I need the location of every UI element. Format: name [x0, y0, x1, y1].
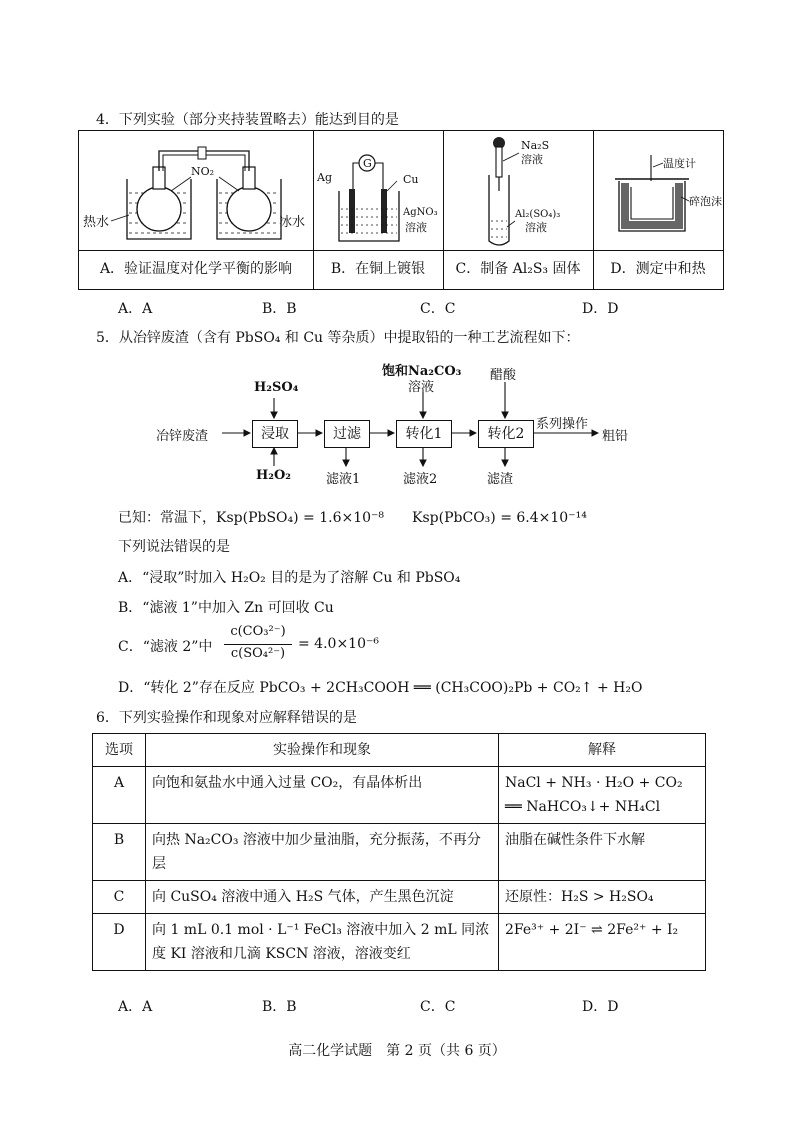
gas-label: NO₂	[191, 165, 215, 178]
flow-acid-label: 醋酸	[490, 368, 517, 383]
flow-na2co3-label: 饱和Na₂CO₃	[382, 364, 462, 379]
q5-option-b[interactable]: B．“滤液 1”中加入 Zn 可回收 Cu	[118, 600, 334, 616]
q6-row-d-operation: 向 1 mL 0.1 mol · L⁻¹ FeCl₃ 溶液中加入 2 mL 同浓度 KI 溶液和几滴 KSCN 溶液，溶液变红	[146, 914, 499, 971]
q5-option-c-denominator: c(SO₄²⁻)	[230, 646, 286, 661]
apparatus-c-diagram	[443, 131, 593, 250]
svg-text:Cu: Cu	[403, 173, 419, 186]
q4-caption-b: B．在铜上镀银	[330, 261, 426, 277]
q6-option-a[interactable]: A．A	[118, 999, 153, 1015]
svg-text:Na₂S: Na₂S	[521, 139, 550, 152]
flow-box-convert2: 转化2	[478, 420, 534, 448]
table-row	[93, 824, 706, 881]
svg-text:AgNO₃: AgNO₃	[403, 207, 438, 218]
q6-row-a-option: A	[93, 767, 146, 824]
q6-row-b-operation: 向热 Na₂CO₃ 溶液中加少量油脂，充分振荡，不再分层	[146, 824, 499, 881]
flow-na2co3-sol-label: 溶液	[408, 380, 435, 395]
flow-output: 粗铅	[602, 429, 629, 444]
q6-row-c-explanation: 还原性：H₂S > H₂SO₄	[499, 881, 706, 914]
flow-residue: 滤渣	[487, 472, 514, 487]
q6-stem: 6．下列实验操作和现象对应解释错误的是	[96, 710, 357, 726]
svg-text:Ag: Ag	[317, 171, 332, 184]
q5-known: 已知：常温下，Ksp(PbSO₄) = 1.6×10⁻⁸ Ksp(PbCO₃) = 6.4×10⁻¹⁴	[118, 510, 587, 526]
flow-filtrate1: 滤液1	[326, 472, 361, 487]
table-row	[93, 767, 706, 824]
apparatus-b-diagram	[313, 131, 443, 250]
q5-ask: 下列说法错误的是	[118, 539, 230, 555]
svg-text:溶液: 溶液	[525, 221, 547, 234]
q5-flowchart	[150, 358, 650, 490]
q4-caption-a: A．验证温度对化学平衡的影响	[99, 261, 293, 277]
svg-text:冰水: 冰水	[279, 215, 306, 230]
q6-header-operation: 实验操作和现象	[146, 734, 499, 767]
q5-stem: 5．从冶锌废渣（含有 PbSO₄ 和 Cu 等杂质）中提取铅的一种工艺流程如下：	[96, 330, 580, 346]
q6-row-a-operation: 向饱和氨盐水中通入过量 CO₂，有晶体析出	[146, 767, 499, 824]
q6-table	[92, 733, 706, 971]
q4-option-a[interactable]: A．A	[118, 301, 153, 317]
svg-text:碎泡沫: 碎泡沫	[689, 195, 722, 208]
flow-h2o2-label: H₂O₂	[256, 468, 291, 483]
svg-text:Al₂(SO₄)₃: Al₂(SO₄)₃	[515, 209, 561, 220]
svg-text:热水: 热水	[83, 215, 110, 230]
flow-h2so4-label: H₂SO₄	[254, 380, 299, 395]
q6-row-d-explanation: 2Fe³⁺ + 2I⁻ ⇌ 2Fe²⁺ + I₂	[499, 914, 706, 971]
q4-option-b[interactable]: B．B	[262, 301, 297, 317]
q5-option-c-numerator: c(CO₃²⁻)	[230, 624, 286, 639]
q5-option-a[interactable]: A．“浸取”时加入 H₂O₂ 目的是为了溶解 Cu 和 PbSO₄	[118, 570, 461, 586]
q5-option-c[interactable]	[118, 624, 518, 668]
q6-option-c[interactable]: C．C	[420, 999, 456, 1015]
apparatus-a-diagram	[79, 131, 313, 250]
flow-series-label: 系列操作	[536, 417, 589, 432]
apparatus-d-diagram	[593, 131, 723, 250]
flow-filtrate2: 滤液2	[403, 472, 438, 487]
flow-box-convert1: 转化1	[396, 420, 452, 448]
q4-caption-c: C．制备 Al₂S₃ 固体	[455, 261, 581, 277]
q4-apparatus-table	[78, 130, 724, 290]
q5-option-c-prefix: C．“滤液 2”中	[118, 639, 213, 655]
q6-row-c-option: C	[93, 881, 146, 914]
svg-text:温度计: 温度计	[663, 157, 696, 170]
svg-text:溶液: 溶液	[521, 153, 543, 166]
flow-box-leach: 浸取	[252, 420, 298, 448]
flow-box-filter: 过滤	[324, 420, 370, 448]
q6-row-d-option: D	[93, 914, 146, 971]
q6-option-d[interactable]: D．D	[582, 999, 619, 1015]
table-row	[93, 914, 706, 971]
q5-option-d[interactable]: D．“转化 2”存在反应 PbCO₃ + 2CH₃COOH ══ (CH₃COO)₂Pb + CO₂↑ + H₂O	[118, 680, 643, 696]
q4-option-d[interactable]: D．D	[582, 301, 619, 317]
q6-row-a-explanation: NaCl + NH₃ · H₂O + CO₂ ══ NaHCO₃↓+ NH₄Cl	[499, 767, 706, 824]
table-row	[93, 881, 706, 914]
q4-caption-d: D．测定中和热	[610, 261, 706, 277]
q6-header-explanation: 解释	[499, 734, 706, 767]
svg-text:溶液: 溶液	[405, 221, 427, 234]
q6-row-b-option: B	[93, 824, 146, 881]
q4-option-c[interactable]: C．C	[420, 301, 456, 317]
q5-option-c-value: = 4.0×10⁻⁶	[298, 636, 379, 652]
q4-stem: 4．下列实验（部分夹持装置略去）能达到目的是	[96, 112, 399, 128]
svg-text:G: G	[363, 157, 372, 170]
q6-row-c-operation: 向 CuSO₄ 溶液中通入 H₂S 气体，产生黑色沉淀	[146, 881, 499, 914]
page-footer: 高二化学试题 第 2 页（共 6 页）	[288, 1043, 506, 1059]
q6-option-b[interactable]: B．B	[262, 999, 297, 1015]
q6-header-option: 选项	[93, 734, 146, 767]
flow-input: 冶锌废渣	[156, 429, 209, 444]
q6-row-b-explanation: 油脂在碱性条件下水解	[499, 824, 706, 881]
